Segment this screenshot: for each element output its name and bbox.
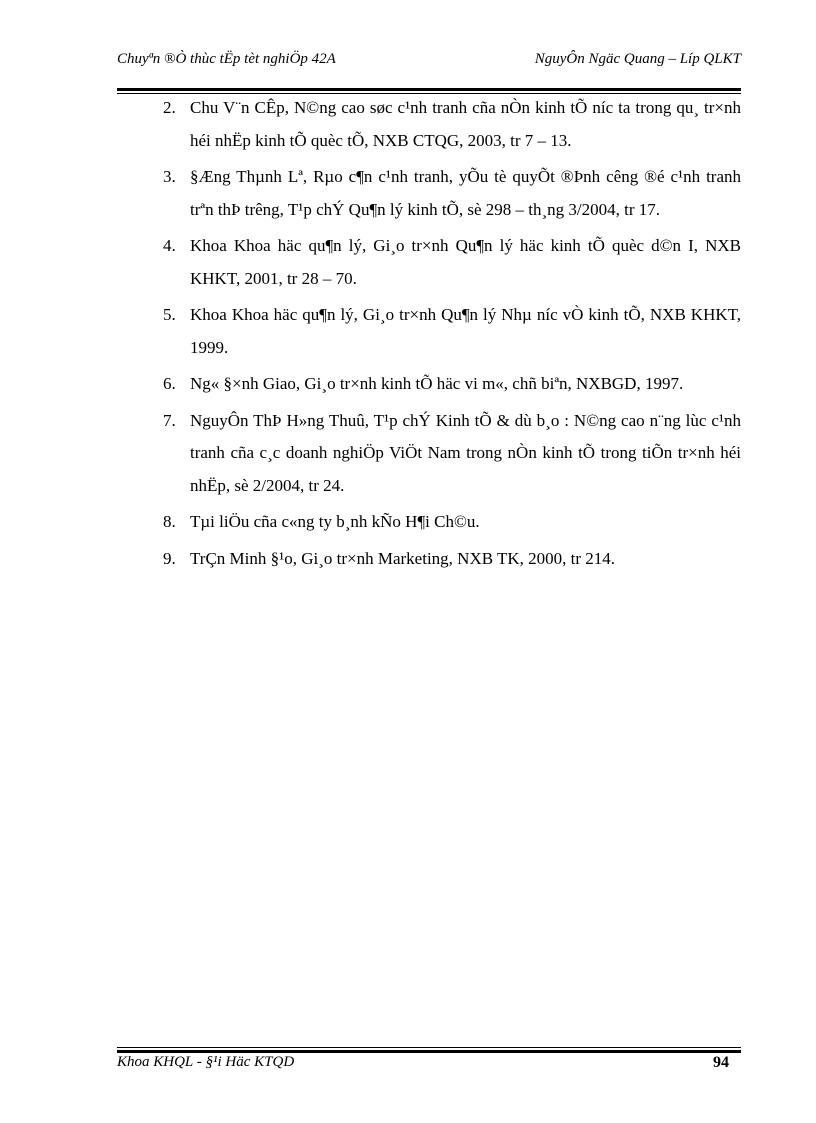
reference-text: Khoa Khoa häc qu¶n lý, Gi¸o tr×nh Qu¶n lý häc kinh tÕ quèc d©n I, NXB KHKT, 2001, tr 28 – 70. — [190, 236, 741, 288]
footer-left-text: Khoa KHQL - §¹i Häc KTQD — [117, 1054, 295, 1070]
reference-text: TrÇn Minh §¹o, Gi¸o tr×nh Marketing, NXB TK, 2000, tr 214. — [190, 548, 616, 568]
reference-number: 6. — [163, 374, 176, 393]
footer-rule-thick — [117, 1050, 741, 1053]
reference-item — [160, 506, 741, 539]
reference-list — [160, 92, 741, 579]
reference-number: 5. — [163, 305, 176, 324]
page-header — [117, 50, 741, 90]
reference-item — [160, 368, 741, 401]
reference-number: 8. — [163, 512, 176, 531]
reference-item — [160, 92, 741, 157]
page-number: 94 — [713, 1054, 729, 1071]
header-right-text: NguyÔn Ngäc Quang – Líp QLKT — [534, 51, 741, 67]
reference-number: 7. — [163, 410, 176, 430]
reference-item — [160, 299, 741, 364]
reference-text: Khoa Khoa häc qu¶n lý, Gi¸o tr×nh Qu¶n lý Nhµ níc vÒ kinh tÕ, NXB KHKT, 1999. — [190, 305, 741, 357]
reference-number: 4. — [163, 236, 176, 255]
reference-text: §Æng Thµnh Lª, Rµo c¶n c¹nh tranh, yÕu tè quyÕt ®Þnh cêng ®é c¹nh tranh trªn thÞ trêng, T¹p chÝ Qu¶n lý kinh tÕ, sè 298 – th¸ng 3/2004, tr 17. — [190, 167, 741, 219]
reference-item — [160, 543, 741, 576]
header-left-text: Chuyªn ®Ò thùc tËp tèt nghiÖp 42A — [117, 51, 336, 67]
reference-number: 2. — [163, 98, 176, 117]
reference-number: 3. — [163, 167, 176, 186]
header-rule-thick — [117, 88, 741, 91]
reference-number: 9. — [163, 548, 176, 568]
reference-item — [160, 161, 741, 226]
reference-text: NguyÔn ThÞ H»ng Thuû, T¹p chÝ Kinh tÕ & dù b¸o : N©ng cao n¨ng lùc c¹nh tranh cña c¸c doanh nghiÖp ViÖt Nam trong nÒn kinh tÕ trong tiÕn tr×nh héi nhËp, sè 2/2004, tr 24. — [190, 410, 741, 495]
page-footer — [117, 1054, 741, 1076]
reference-item — [160, 405, 741, 503]
reference-item — [160, 230, 741, 295]
footer-rule-thin — [117, 1047, 741, 1048]
reference-text: Tµi liÖu cña c«ng ty b¸nh kÑo H¶i Ch©u. — [190, 512, 480, 531]
reference-text: Ng« §×nh Giao, Gi¸o tr×nh kinh tÕ häc vi m«, chñ biªn, NXBGD, 1997. — [190, 374, 684, 393]
reference-text: Chu V¨n CÊp, N©ng cao søc c¹nh tranh cña nÒn kinh tÕ níc ta trong qu¸ tr×nh héi nhËp kinh tÕ quèc tÕ, NXB CTQG, 2003, tr 7 – 13. — [190, 98, 741, 150]
